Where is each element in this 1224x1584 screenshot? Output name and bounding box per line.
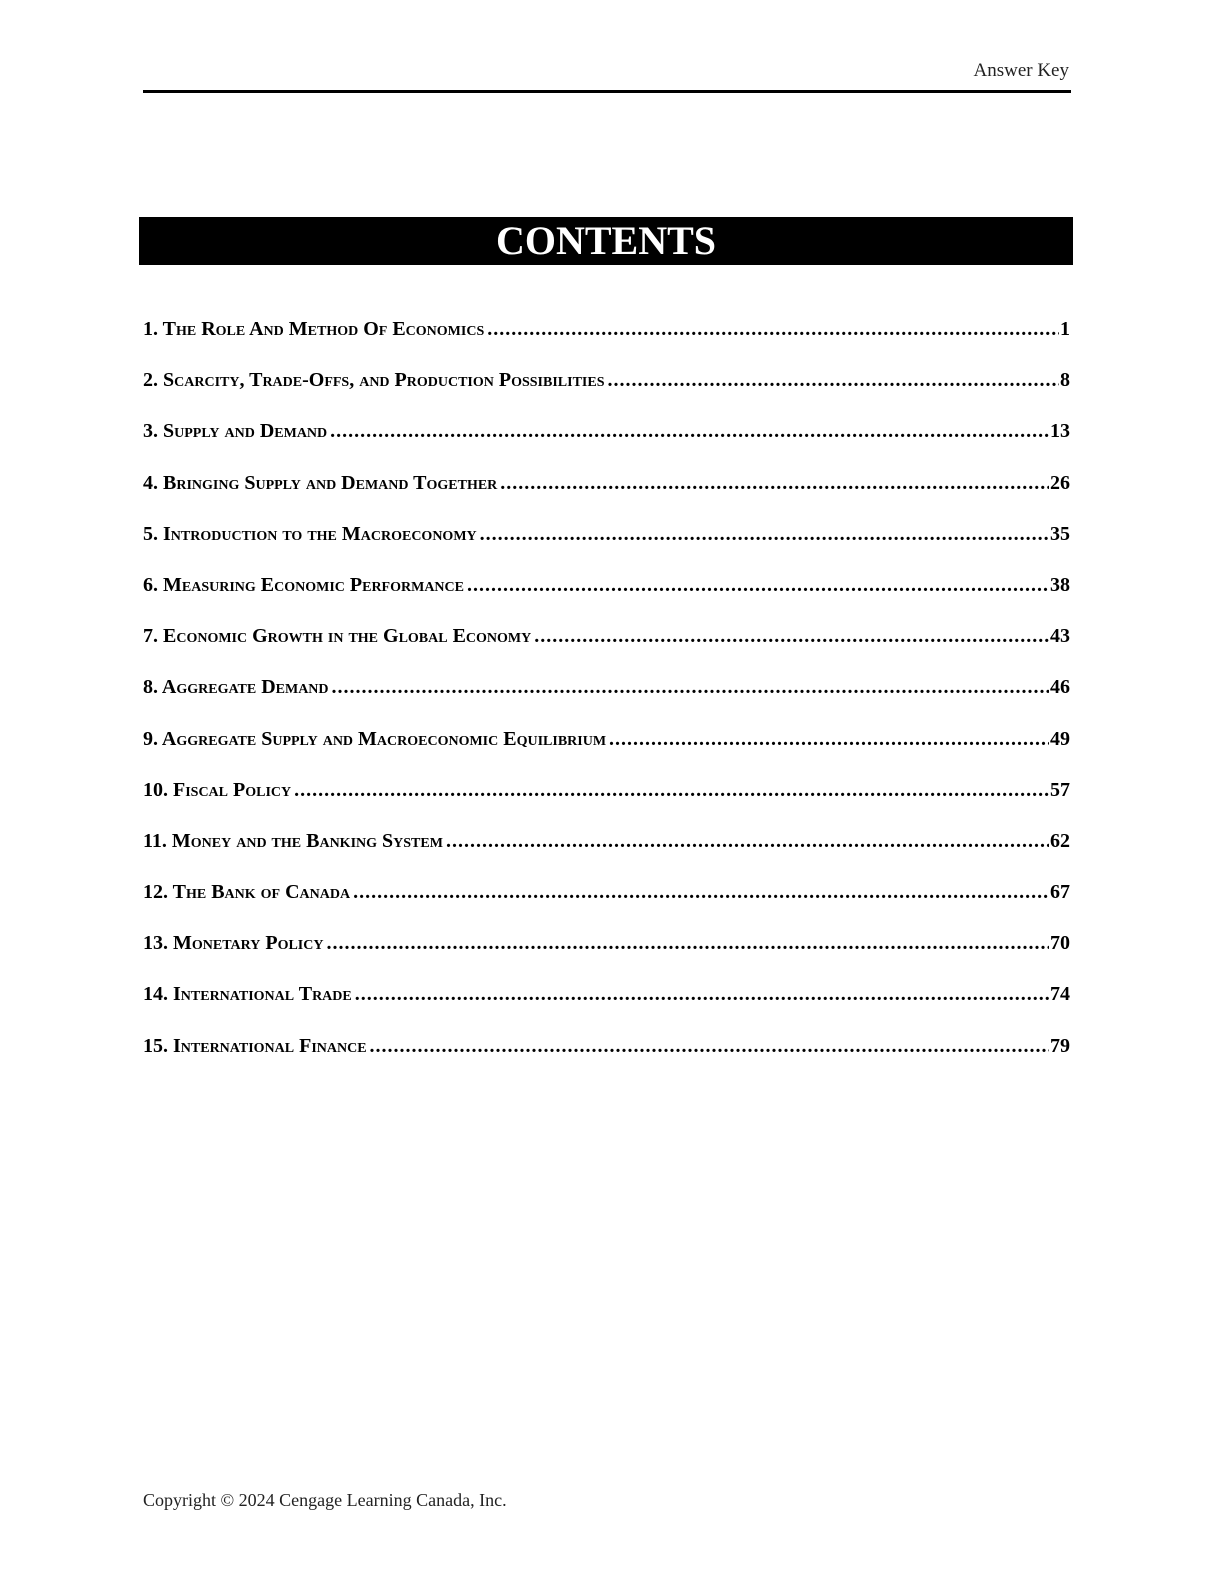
toc-entry-title: 2. Scarcity, Trade-Offs, and Production Possibilities xyxy=(143,369,605,392)
toc-entry-title: 5. Introduction to the Macroeconomy xyxy=(143,522,477,545)
toc-entry-page: 49 xyxy=(1050,727,1070,750)
toc-entry-page: 8 xyxy=(1060,369,1070,392)
contents-title-bar xyxy=(139,217,1073,265)
toc-entry-page: 57 xyxy=(1050,778,1070,801)
toc-dot-leader xyxy=(294,779,1049,802)
toc-dot-leader xyxy=(355,983,1049,1006)
toc-entry-page: 35 xyxy=(1050,522,1070,545)
toc-dot-leader xyxy=(480,523,1049,546)
toc-entry[interactable] xyxy=(143,318,1070,369)
toc-entry[interactable] xyxy=(143,574,1070,625)
table-of-contents xyxy=(143,318,1070,1086)
toc-dot-leader xyxy=(487,318,1059,341)
toc-entry-page: 74 xyxy=(1050,983,1070,1006)
copyright-footer: Copyright © 2024 Cengage Learning Canada, Inc. xyxy=(143,1490,507,1510)
toc-entry-title: 13. Monetary Policy xyxy=(143,932,324,955)
toc-dot-leader xyxy=(467,574,1049,597)
toc-dot-leader xyxy=(330,420,1049,443)
toc-entry[interactable] xyxy=(143,983,1070,1034)
toc-dot-leader xyxy=(609,728,1049,751)
toc-entry-page: 13 xyxy=(1050,420,1070,443)
toc-entry-page: 70 xyxy=(1050,932,1070,955)
toc-dot-leader xyxy=(326,932,1049,955)
toc-entry[interactable] xyxy=(143,420,1070,471)
toc-dot-leader xyxy=(608,369,1060,392)
toc-dot-leader xyxy=(446,830,1049,853)
toc-dot-leader xyxy=(500,472,1049,495)
toc-entry-title: 1. The Role And Method Of Economics xyxy=(143,318,485,340)
toc-entry-title: 4. Bringing Supply and Demand Together xyxy=(143,471,498,494)
toc-entry[interactable] xyxy=(143,779,1070,830)
toc-entry-title: 8. Aggregate Demand xyxy=(143,676,329,699)
toc-entry-title: 12. The Bank of Canada xyxy=(143,881,351,904)
toc-entry[interactable] xyxy=(143,1035,1070,1086)
toc-entry-page: 26 xyxy=(1050,471,1070,494)
toc-dot-leader xyxy=(534,625,1049,648)
toc-entry-title: 11. Money and the Banking System xyxy=(143,829,443,852)
toc-entry[interactable] xyxy=(143,932,1070,983)
header-rule xyxy=(143,90,1071,93)
toc-entry[interactable] xyxy=(143,472,1070,523)
toc-entry-page: 62 xyxy=(1050,829,1070,852)
toc-entry-page: 1 xyxy=(1060,318,1070,340)
toc-dot-leader xyxy=(353,881,1049,904)
toc-entry-title: 3. Supply and Demand xyxy=(143,420,328,443)
toc-entry[interactable] xyxy=(143,728,1070,779)
toc-entry[interactable] xyxy=(143,881,1070,932)
toc-entry[interactable] xyxy=(143,625,1070,676)
running-header: Answer Key xyxy=(973,60,1069,81)
toc-entry-page: 46 xyxy=(1050,676,1070,699)
toc-entry-page: 79 xyxy=(1050,1034,1070,1057)
toc-entry-title: 15. International Finance xyxy=(143,1034,367,1057)
toc-entry[interactable] xyxy=(143,369,1070,420)
toc-entry[interactable] xyxy=(143,676,1070,727)
toc-entry-title: 9. Aggregate Supply and Macroeconomic Equilibrium xyxy=(143,727,607,750)
toc-entry-page: 67 xyxy=(1050,881,1070,904)
toc-entry[interactable] xyxy=(143,830,1070,881)
toc-entry-page: 43 xyxy=(1050,625,1070,648)
toc-dot-leader xyxy=(332,676,1049,699)
toc-entry[interactable] xyxy=(143,523,1070,574)
toc-entry-title: 7. Economic Growth in the Global Economy xyxy=(143,625,532,648)
toc-entry-title: 10. Fiscal Policy xyxy=(143,778,292,801)
toc-dot-leader xyxy=(370,1035,1049,1058)
page-title: CONTENTS xyxy=(495,218,717,263)
toc-entry-title: 6. Measuring Economic Performance xyxy=(143,573,464,596)
toc-entry-title: 14. International Trade xyxy=(143,983,352,1006)
toc-entry-page: 38 xyxy=(1050,573,1070,596)
